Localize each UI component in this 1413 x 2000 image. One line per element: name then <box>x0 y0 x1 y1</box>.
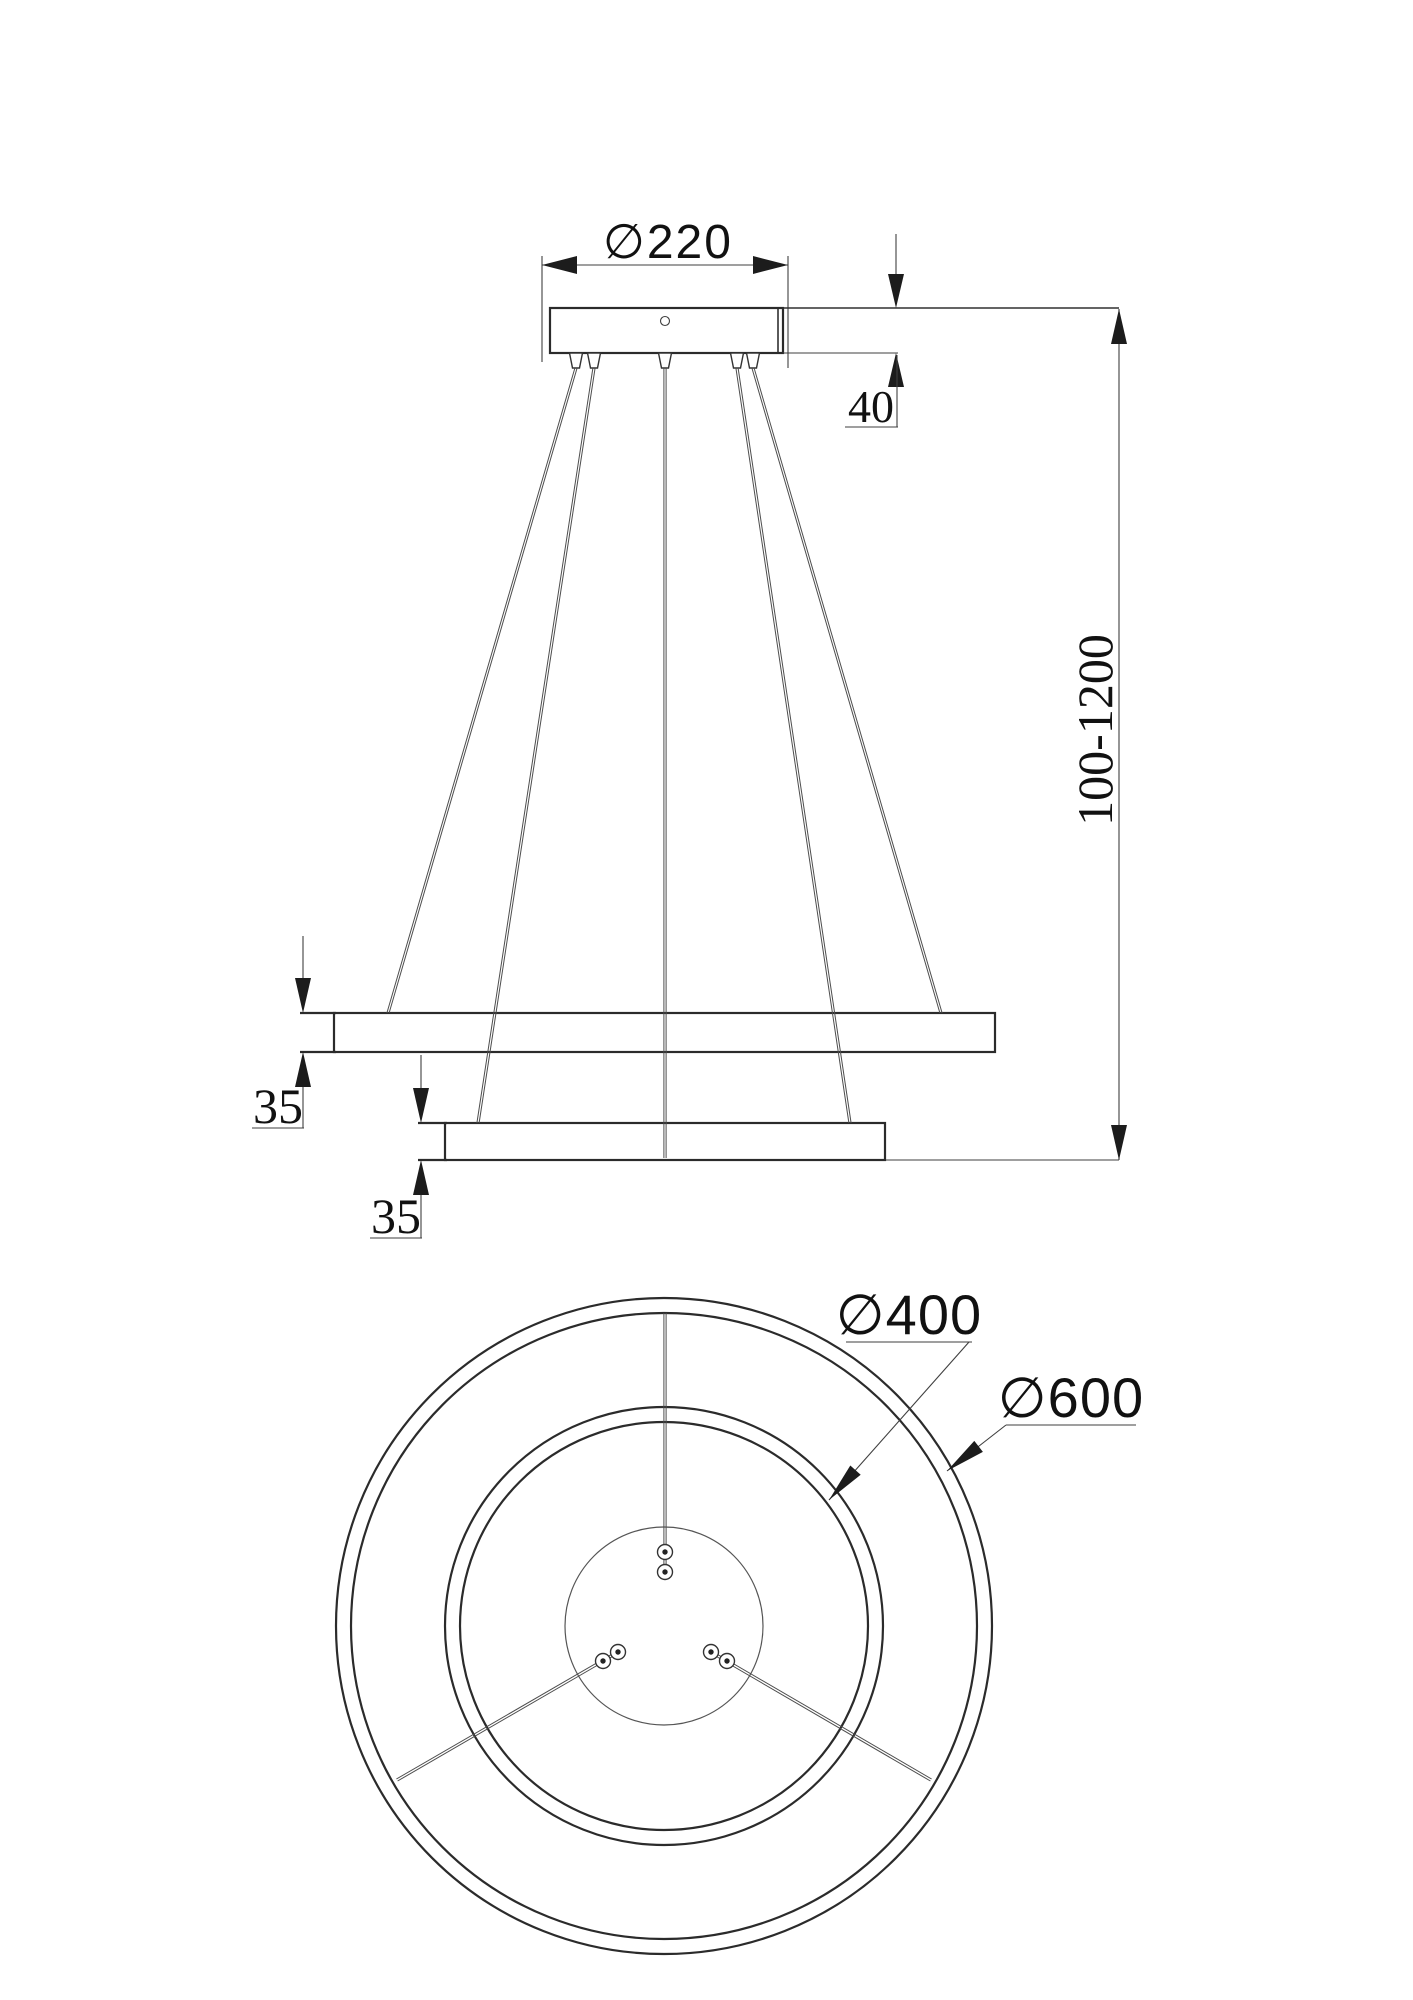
dim-label-outer-ring-diameter: ∅600 <box>997 1366 1145 1429</box>
attachment-point <box>658 1565 673 1580</box>
attachment-point <box>596 1654 611 1669</box>
dim-label-outer-ring-height: 35 <box>253 1078 303 1134</box>
leader-arrowhead <box>829 1466 861 1501</box>
dim-suspension-range <box>1067 309 1127 1160</box>
inner-ring-bar <box>445 1123 885 1160</box>
spoke-top <box>664 1313 666 1572</box>
cable-gland <box>570 353 583 368</box>
cable-gland <box>659 353 672 368</box>
outer-ring-profile <box>300 1013 995 1052</box>
arrowhead-down <box>295 978 311 1013</box>
spoke-lower-left <box>396 1651 618 1781</box>
dim-outer-ring-diameter <box>947 1366 1144 1471</box>
attachment-point <box>658 1545 673 1560</box>
dim-canopy-height <box>783 234 1119 432</box>
ceiling-canopy <box>550 308 783 368</box>
plan-view <box>336 1283 1144 1954</box>
arrowhead-down <box>1111 1125 1127 1160</box>
attachment-point <box>720 1654 735 1669</box>
inner-ring-profile <box>418 1123 885 1160</box>
leader-arrowhead <box>947 1441 983 1471</box>
arrowhead-right <box>753 256 788 274</box>
attachment-point <box>611 1645 626 1660</box>
side-view <box>252 216 1127 1244</box>
suspension-wire-inner-left <box>477 368 595 1123</box>
dim-label-canopy-diameter: ∅220 <box>603 216 733 269</box>
dim-label-suspension-range: 100-1200 <box>1067 634 1123 826</box>
arrowhead-up <box>1111 309 1127 344</box>
dim-outer-ring-height <box>252 936 311 1134</box>
dim-inner-ring-diameter <box>829 1283 982 1500</box>
dim-label-canopy-height: 40 <box>848 381 894 432</box>
dim-label-inner-ring-height: 35 <box>371 1188 421 1244</box>
spoke-lower-right <box>710 1651 931 1781</box>
outer-ring-bar <box>334 1013 995 1052</box>
arrowhead-down <box>888 274 904 308</box>
suspension-wire-outer-left <box>387 368 577 1013</box>
dim-label-inner-ring-diameter: ∅400 <box>835 1283 983 1346</box>
arrowhead-left <box>542 256 577 274</box>
suspension-wire-inner-right <box>736 368 851 1123</box>
attachment-point <box>704 1645 719 1660</box>
cable-gland <box>588 353 601 368</box>
cable-gland <box>747 353 760 368</box>
cable-gland <box>731 353 744 368</box>
canopy-body <box>550 308 783 353</box>
arrowhead-down <box>413 1088 429 1123</box>
suspension-wire-outer-right <box>752 368 942 1013</box>
